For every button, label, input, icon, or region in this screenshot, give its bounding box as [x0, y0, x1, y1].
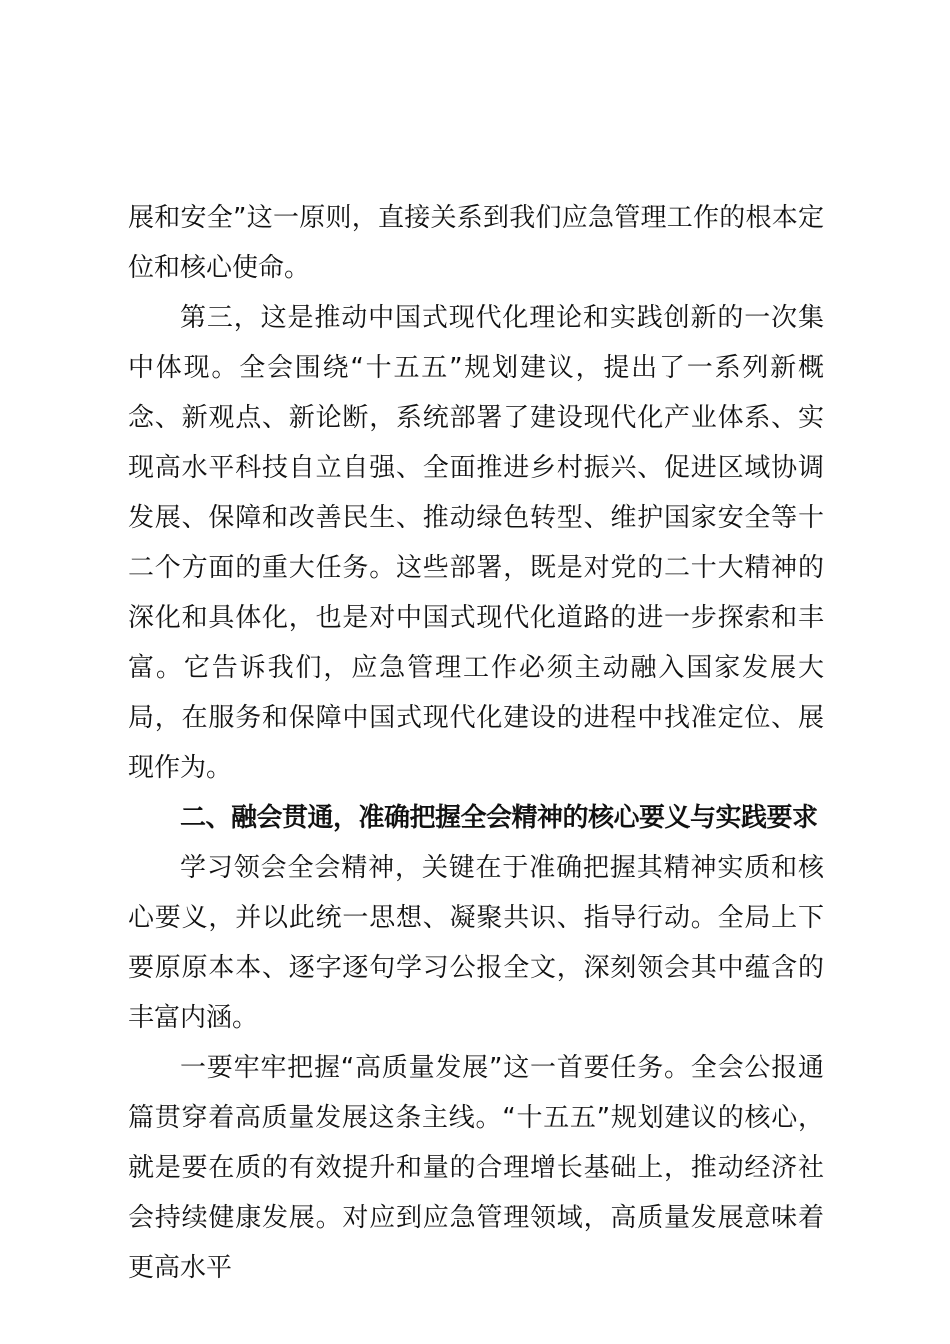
paragraph-first-requirement: 一要牢牢把握“高质量发展”这一首要任务。全会公报通篇贯穿着高质量发展这条主线。“十五五”规划建议的核心，就是要在质的有效提升和量的合理增长基础上，推动经济社会持续健康发展。对应到应急管理领域，高质量发展意味着更高水平 — [128, 1053, 824, 1283]
section-heading: 二、融会贯通，准确把握全会精神的核心要义与实践要求 — [180, 803, 818, 833]
document-body — [128, 193, 824, 1293]
paragraph-third-point: 第三，这是推动中国式现代化理论和实践创新的一次集中体现。全会围绕“十五五”规划建议，提出了一系列新概念、新观点、新论断，系统部署了建设现代化产业体系、实现高水平科技自立自强、全面推进乡村振兴、促进区域协调发展、保障和改善民生、推动绿色转型、维护国家安全等十二个方面的重大任务。这些部署，既是对党的二十大精神的深化和具体化，也是对中国式现代化道路的进一步探索和丰富。它告诉我们，应急管理工作必须主动融入国家发展大局，在服务和保障中国式现代化建设的进程中找准定位、展现作为。 — [128, 303, 824, 783]
paragraph-study: 学习领会全会精神，关键在于准确把握其精神实质和核心要义，并以此统一思想、凝聚共识、指导行动。全局上下要原原本本、逐字逐句学习公报全文，深刻领会其中蕴含的丰富内涵。 — [128, 853, 824, 1033]
paragraph-continuation: 展和安全”这一原则，直接关系到我们应急管理工作的根本定位和核心使命。 — [128, 203, 824, 283]
